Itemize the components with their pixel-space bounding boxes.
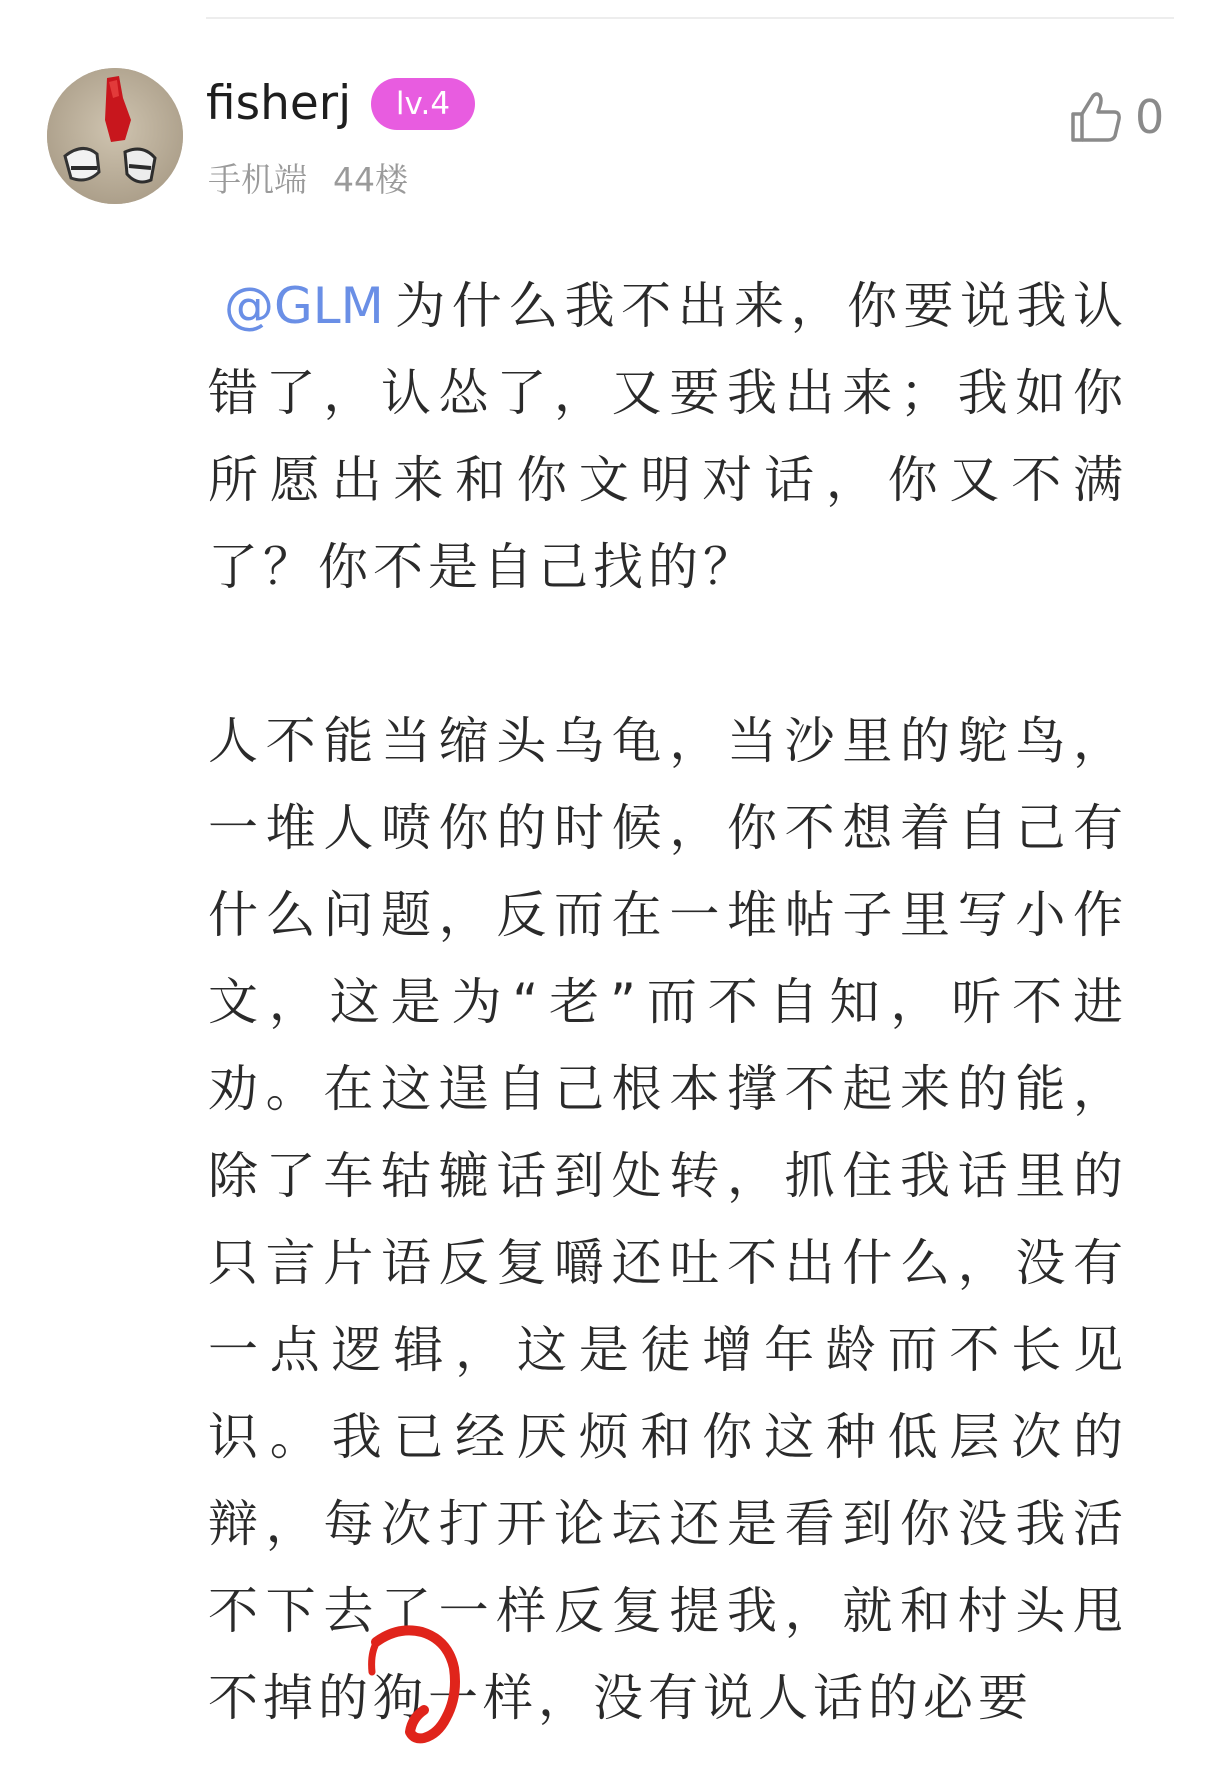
post-meta [208, 158, 408, 202]
floor-label: 44楼 [333, 160, 408, 199]
username[interactable]: fisherj [206, 76, 352, 131]
like-button[interactable] [1067, 86, 1164, 148]
avatar[interactable] [47, 68, 183, 204]
avatar-image [47, 68, 183, 204]
post-paragraph-2: 人不能当缩头乌龟，当沙里的鸵鸟，一堆人喷你的时候，你不想着自己有什么问题，反而在一堆帖子里写小作文，这是为“老”而不自知，听不进劝。在这逞自己根本撑不起来的能，除了车轱辘话到处转，抓住我话里的只言片语反复嚼还吐不出什么，没有一点逻辑，这是徒增年龄而不长见识。我已经厌烦和你这种低层次的辩，每次打开论坛还是看到你没我活不下去了一样反复提我，就和村头甩不掉的狗一样，没有说人话的必要 [208, 712, 1128, 1727]
device-label: 手机端 [208, 160, 307, 199]
like-count: 0 [1135, 90, 1165, 144]
top-divider [206, 17, 1174, 19]
thumbs-up-icon [1067, 88, 1125, 146]
post-content [208, 263, 1128, 1742]
paragraph-1-text: 为什么我不出来，你要说我认错了，认怂了，又要我出来；我如你所愿出来和你文明对话，你又不满了？你不是自己找的？ [208, 277, 1128, 596]
post-paragraph-1 [208, 263, 1128, 611]
level-badge: lv.4 [371, 78, 475, 130]
mention-link[interactable]: @GLM [224, 277, 384, 335]
